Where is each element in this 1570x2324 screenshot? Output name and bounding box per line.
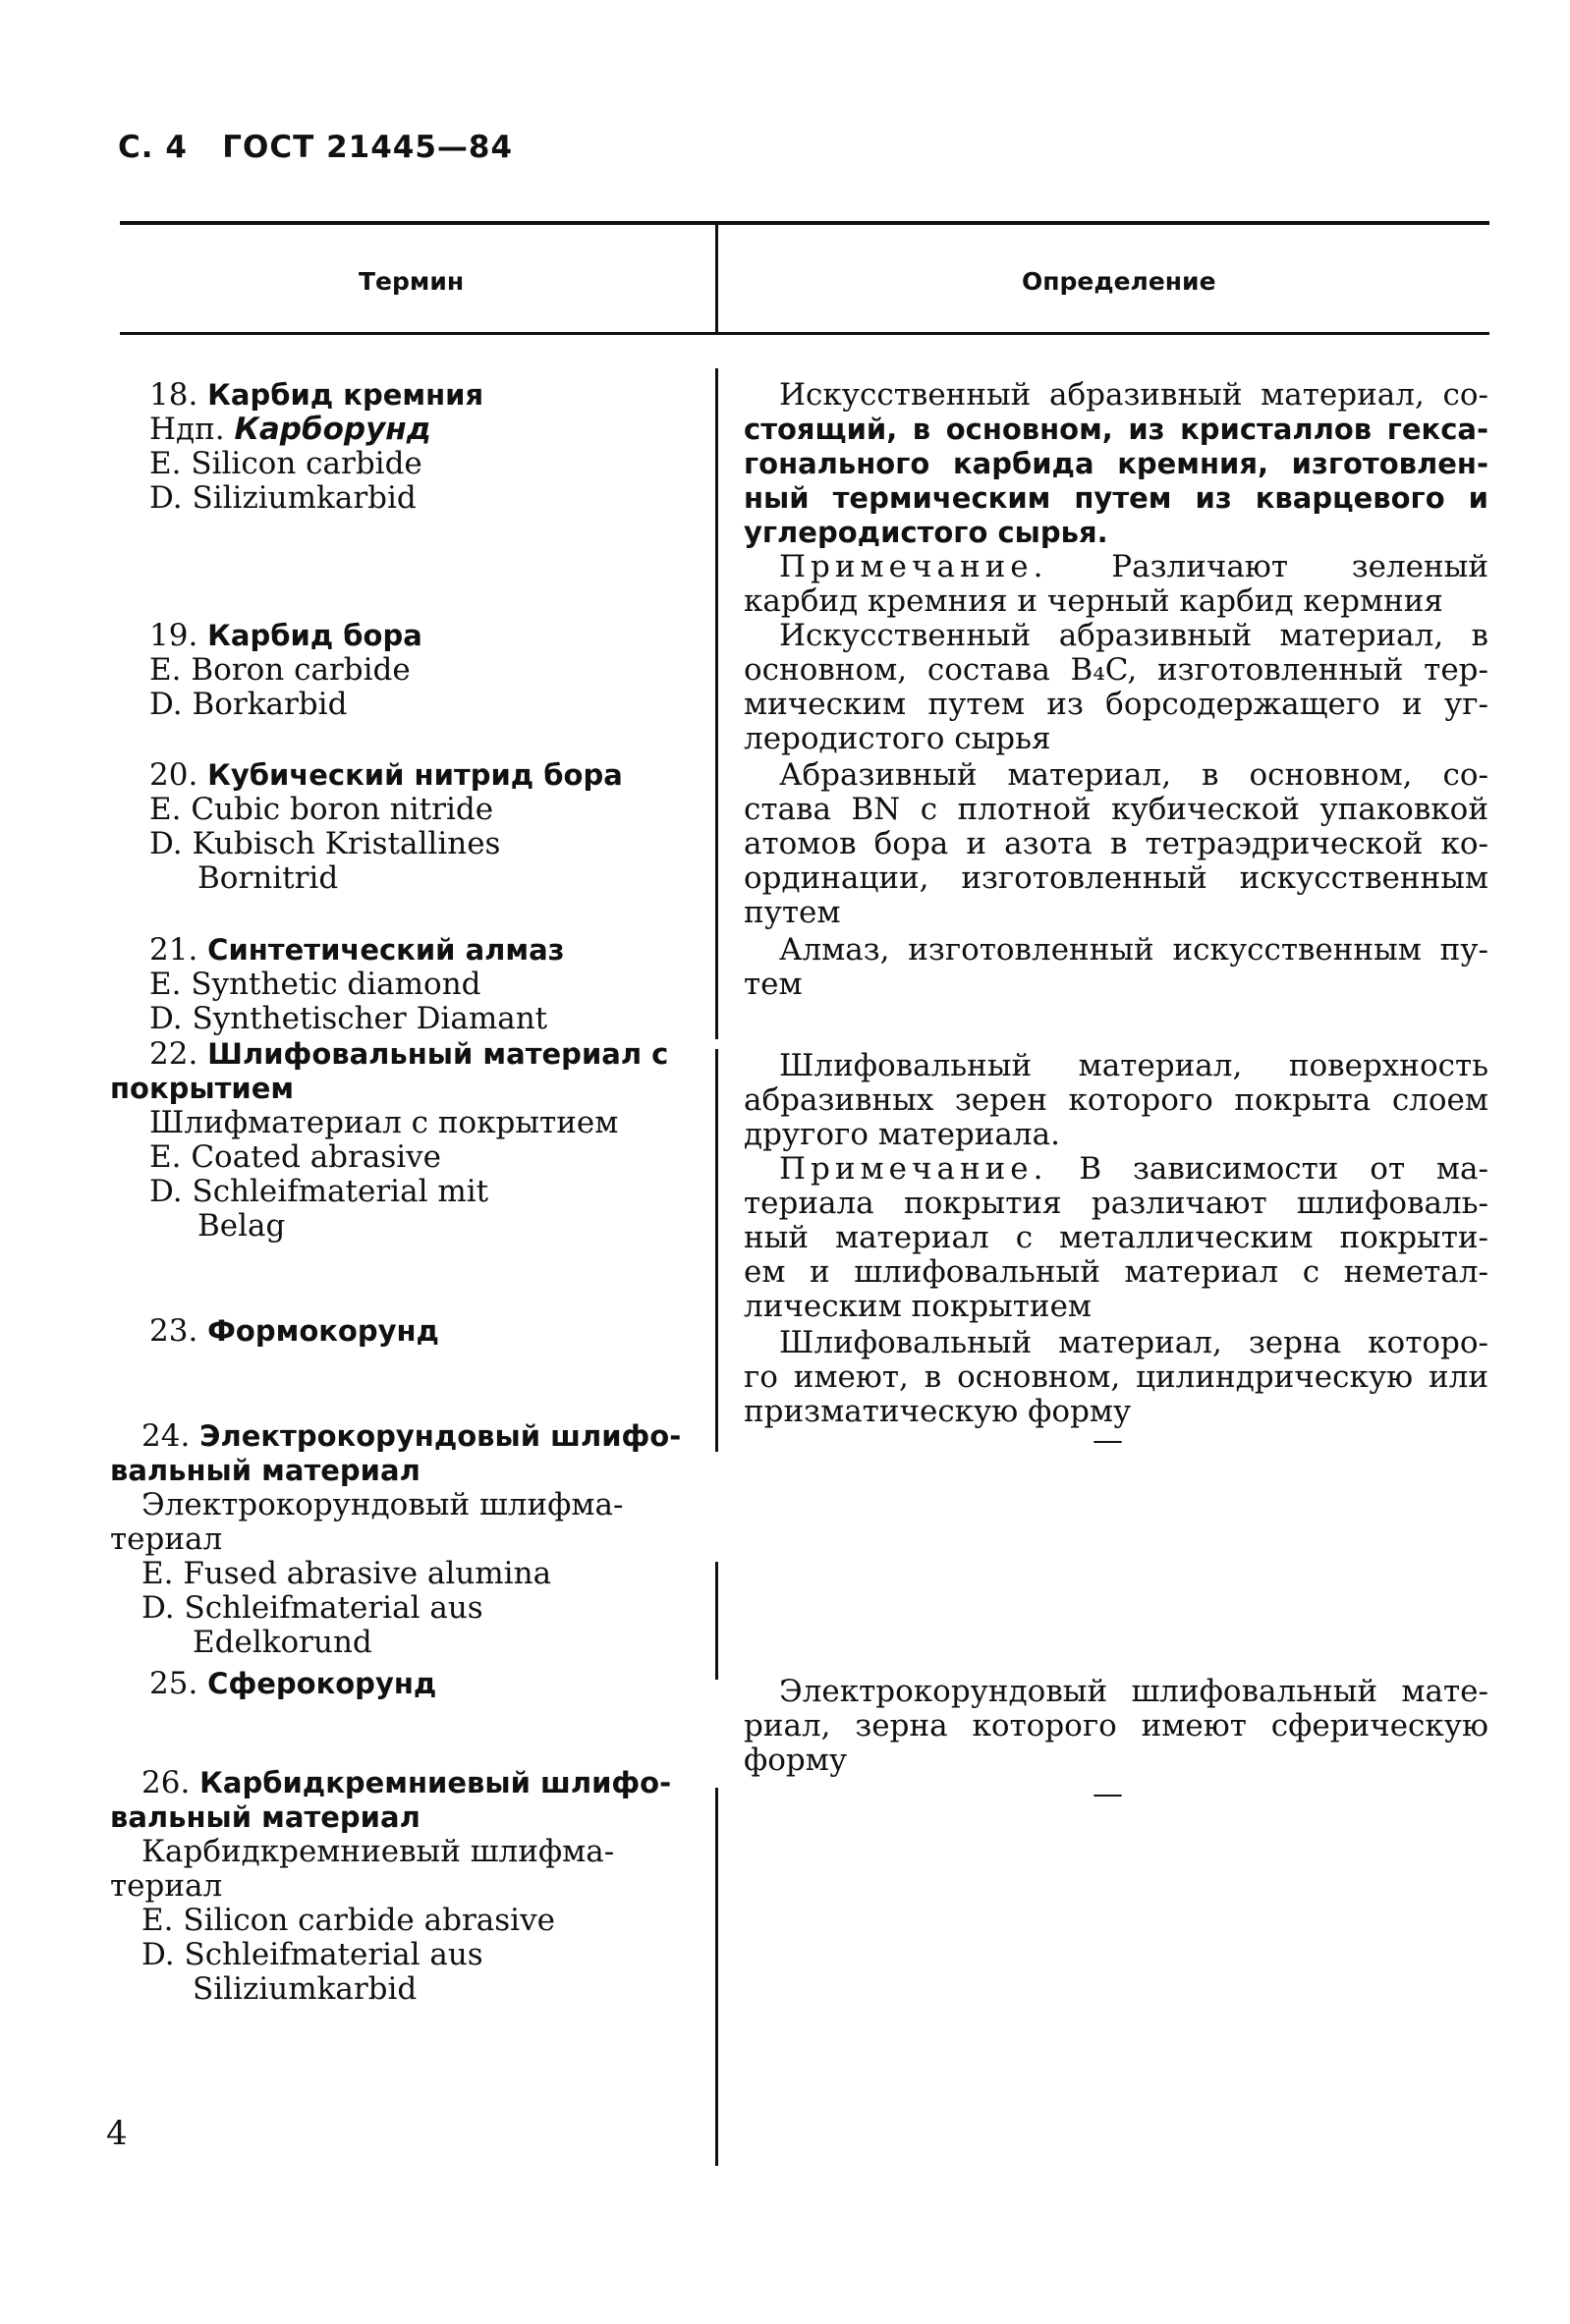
term-25: 25. Сферокорунд (149, 1666, 437, 1701)
term-26: 26. Карбидкремниевый шлифо- вальный материал Карбидкремниевый шлифма- териал E. Silicon carbide abrasive D. Schleifmaterial aus Siliziumkarbid (110, 1765, 672, 2007)
term-name: Сферокорунд (207, 1667, 437, 1700)
definition-22: Шлифовальный материал, поверхность абразивных зерен которого покрыта слоем другого материала. Примечание. В зависимости от ма- териала покрытия различают шлифоваль- ный материал с металлическим покрыти- ем и шлифовальный материал с неметал- лическим покрытием (744, 1048, 1488, 1324)
page-number: 4 (106, 2114, 128, 2153)
term-23: 23. Формокорунд (149, 1313, 439, 1349)
column-divider-header (715, 224, 718, 334)
definition-23: Шлифовальный материал, зерна которо- го имеют, в основном, цилиндрическую или призматическую форму (744, 1325, 1488, 1429)
standard-id: ГОСТ 21445—84 (222, 130, 514, 165)
term-name: Карбидкремниевый шлифо- (199, 1766, 672, 1799)
column-header-term: Термин (359, 267, 465, 296)
column-divider-2 (715, 1049, 718, 1452)
term-name: Шлифовальный материал с (207, 1037, 669, 1071)
deprecated-term: Карборунд (234, 412, 431, 447)
definition-25: Электрокорундовый шлифовальный мате- риал, зерна которого имеют сферическую форму (744, 1674, 1488, 1778)
term-name: Синтетический алмаз (207, 933, 565, 967)
term-18: 18. Карбид кремния Ндп. Карборунд E. Silicon carbide D. Siliziumkarbid (149, 377, 484, 516)
definition-21: Алмаз, изготовленный искусственным пу- тем (744, 932, 1488, 1002)
column-divider-3 (715, 1562, 718, 1680)
column-divider-1 (715, 368, 718, 1039)
term-22: 22. Шлифовальный материал с покрытием Шлифматериал с покрытием E. Coated abrasive D. Schleifmaterial mit Belag (110, 1036, 669, 1244)
term-name: Формокорунд (207, 1314, 439, 1348)
definition-24-dash: — (1093, 1422, 1123, 1458)
page-ref: С. 4 (118, 130, 188, 165)
term-19: 19. Карбид бора E. Boron carbide D. Borkarbid (149, 618, 422, 722)
table-header-rule (120, 332, 1489, 335)
column-divider-4 (715, 1788, 718, 2166)
term-24: 24. Электрокорундовый шлифо- вальный материал Электрокорундовый шлифма- териал E. Fused abrasive alumina D. Schleifmaterial aus Edelkorund (110, 1418, 682, 1660)
definition-19: Искусственный абразивный материал, в основном, состава B₄C, изготовленный тер- мическим путем из борсодержащего и уг- леродистого сырья (744, 618, 1488, 756)
term-name: Кубический нитрид бора (207, 758, 623, 792)
definition-20: Абразивный материал, в основном, со- става BN с плотной кубической упаковкой атомов бора и азота в тетраэдрической ко- ординации, изготовленный искусственным путем (744, 757, 1488, 930)
term-21: 21. Синтетический алмаз E. Synthetic diamond D. Synthetischer Diamant (149, 932, 565, 1036)
term-name: Карбид кремния (207, 378, 484, 412)
definition-26-dash: — (1093, 1776, 1123, 1811)
note-label: Примечание. (779, 549, 1048, 584)
column-header-definition: Определение (1022, 267, 1216, 296)
page-header (118, 130, 513, 165)
term-name: Электрокорундовый шлифо- (199, 1419, 682, 1453)
table-top-rule (120, 221, 1489, 225)
term-20: 20. Кубический нитрид бора E. Cubic boron nitride D. Kubisch Kristallines Bornitrid (149, 757, 623, 896)
definition-18: Искусственный абразивный материал, со- стоящий, в основном, из кристаллов гекса- гонального карбида кремния, изготовлен- ный термическим путем из кварцевого и углеродистого сырья. Примечание. Различают зеленый карбид кремния и черный карбид кермния (744, 377, 1488, 619)
term-name: Карбид бора (207, 619, 422, 652)
note-label: Примечание. (779, 1151, 1048, 1187)
